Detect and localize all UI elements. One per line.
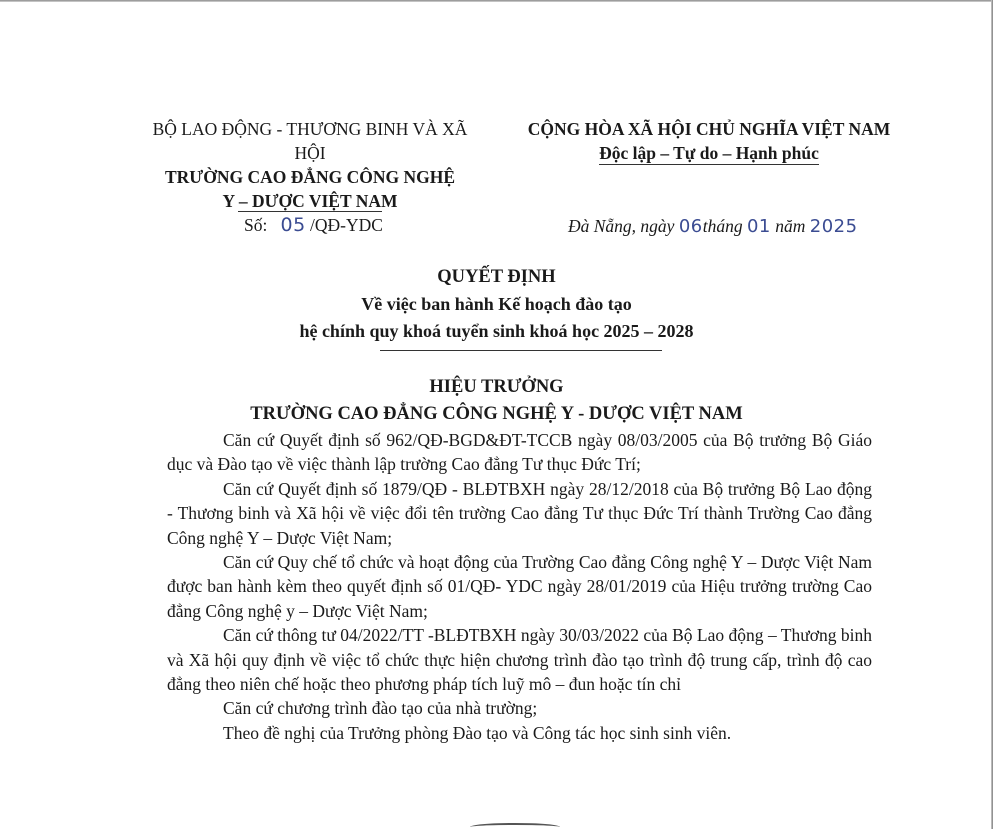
document-date xyxy=(568,216,858,237)
issuer-underline xyxy=(238,211,382,212)
basis-paragraph: Căn cứ thông tư 04/2022/TT -BLĐTBXH ngày 30/03/2022 của Bộ Lao động – Thương binh và Xã hội quy định về việc tổ chức thực hiện chương trình đào tạo trình độ trung cấp, trình độ cao đẳng theo niên chế hoặc theo phương pháp tích luỹ mô – đun hoặc tín chỉ xyxy=(167,625,872,695)
authority-block xyxy=(0,374,993,428)
basis-paragraph: Theo đề nghị của Trưởng phòng Đào tạo và Công tác học sinh sinh viên. xyxy=(223,722,732,743)
basis-paragraph: Căn cứ chương trình đào tạo của nhà trường; xyxy=(223,698,538,719)
page-edge-top xyxy=(0,0,993,2)
date-year-word: năm xyxy=(775,216,806,236)
handwritten-month: 01 xyxy=(746,216,771,237)
ministry-name: BỘ LAO ĐỘNG - THƯƠNG BINH VÀ XÃ HỘI xyxy=(152,119,468,163)
title-underline xyxy=(380,350,662,351)
handwritten-number: 05 xyxy=(280,214,306,236)
national-header xyxy=(525,117,893,165)
republic-name: CỘNG HÒA XÃ HỘI CHỦ NGHĨA VIỆT NAM xyxy=(527,119,891,139)
issuer-header xyxy=(140,117,480,214)
title-line2: Về việc ban hành Kế hoạch đào tạo xyxy=(361,294,632,314)
basis-paragraph: Căn cứ Quyết định số 1879/QĐ - BLĐTBXH ngày 28/12/2018 của Bộ trưởng Bộ Lao động - Thương binh và Xã hội về việc đổi tên trường Cao đẳng Tư thục Đức Trí thành Trường Cao đẳng Công nghệ Y – Dược Việt Nam; xyxy=(167,478,872,548)
national-motto: Độc lập – Tự do – Hạnh phúc xyxy=(599,143,819,163)
document-number xyxy=(244,214,383,236)
authority-school: TRƯỜNG CAO ĐẲNG CÔNG NGHỆ Y - DƯỢC VIỆT NAM xyxy=(250,404,743,424)
date-place: Đà Nẵng, ngày xyxy=(568,216,675,236)
handwritten-day: 06 xyxy=(678,216,703,237)
decision-title xyxy=(0,264,993,345)
title-line1: QUYẾT ĐỊNH xyxy=(437,267,556,287)
date-month-word: tháng xyxy=(702,216,743,236)
school-name-line2: Y – DƯỢC VIỆT NAM xyxy=(222,191,398,211)
legal-basis xyxy=(167,428,872,745)
school-name-line1: TRƯỜNG CAO ĐẲNG CÔNG NGHỆ xyxy=(164,167,456,187)
basis-paragraph: Căn cứ Quy chế tổ chức và hoạt động của Trường Cao đẳng Công nghệ Y – Dược Việt Nam được ban hành kèm theo quyết định số 01/QĐ- YDC ngày 28/01/2019 của Hiệu trưởng trường Cao đẳng Công nghệ y – Dược Việt Nam; xyxy=(167,552,872,621)
title-line3: hệ chính quy khoá tuyển sinh khoá học 2025 – 2028 xyxy=(299,321,694,341)
number-prefix: Số: xyxy=(244,215,268,235)
cut-off-heading xyxy=(470,823,560,831)
handwritten-year: 2025 xyxy=(809,216,858,237)
authority-title: HIỆU TRƯỞNG xyxy=(429,377,564,397)
number-suffix: /QĐ-YDC xyxy=(310,215,383,235)
basis-paragraph: Căn cứ Quyết định số 962/QĐ-BGD&ĐT-TCCB ngày 08/03/2005 của Bộ trưởng Bộ Giáo dục và Đào tạo về việc thành lập trường Cao đẳng Tư thục Đức Trí; xyxy=(167,430,872,475)
